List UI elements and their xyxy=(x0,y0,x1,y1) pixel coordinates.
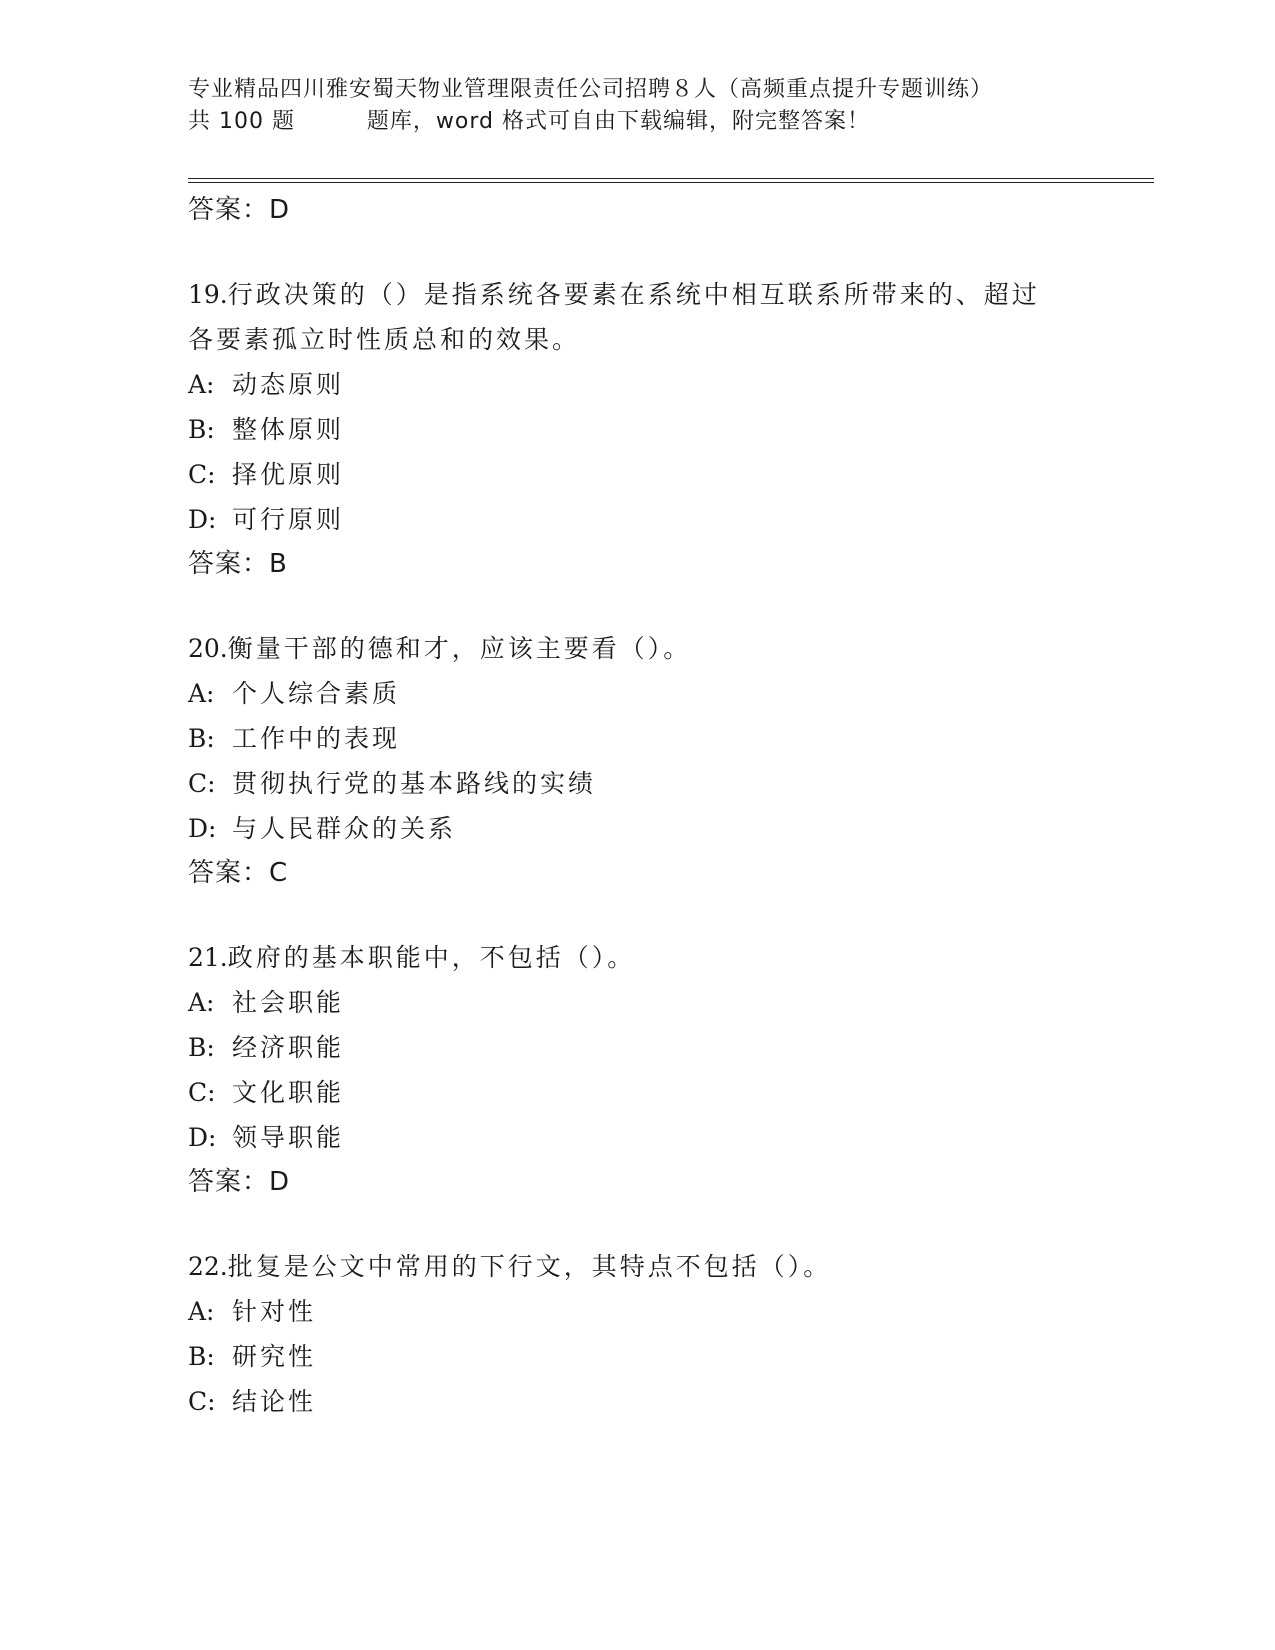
question-stem-text: 各要素孤立时性质总和的效果。 xyxy=(188,325,581,354)
question-block xyxy=(188,935,1088,1205)
answer-option xyxy=(188,806,1088,851)
option-text: 整体原则 xyxy=(232,415,345,444)
answer-option xyxy=(188,1115,1088,1160)
answer-option xyxy=(188,407,1088,452)
header-double-rule xyxy=(188,178,1154,183)
option-key: B: xyxy=(188,1342,215,1371)
answer-option xyxy=(188,1289,1088,1334)
answer-option xyxy=(188,1379,1088,1424)
option-text: 工作中的表现 xyxy=(232,724,401,753)
question-number: 19. xyxy=(188,280,228,309)
header-title-line: 专业精品四川雅安蜀天物业管理限责任公司招聘８人（高频重点提升专题训练） xyxy=(188,77,994,102)
option-text: 针对性 xyxy=(232,1297,317,1326)
option-key: A: xyxy=(188,370,215,399)
option-text: 动态原则 xyxy=(232,370,345,399)
option-key: D: xyxy=(188,505,217,534)
question-stem-text: 政府的基本职能中，不包括（）。 xyxy=(227,943,636,972)
option-key: D: xyxy=(188,814,217,843)
answer-option xyxy=(188,362,1088,407)
question-list xyxy=(188,188,1088,1424)
option-key: B: xyxy=(188,415,215,444)
question-block xyxy=(188,1244,1088,1424)
answer-option xyxy=(188,716,1088,761)
question-stem-text: 行政决策的（）是指系统各要素在系统中相互联系所带来的、超过 xyxy=(227,280,1040,309)
question-stem-text: 批复是公文中常用的下行文，其特点不包括（）。 xyxy=(227,1252,832,1281)
option-key: A: xyxy=(188,988,215,1017)
option-key: C: xyxy=(188,769,216,798)
option-key: C: xyxy=(188,460,216,489)
answer-option xyxy=(188,761,1088,806)
option-key: A: xyxy=(188,1297,215,1326)
option-key: B: xyxy=(188,1033,215,1062)
question-block xyxy=(188,626,1088,896)
answer-option xyxy=(188,1070,1088,1115)
option-text: 文化职能 xyxy=(232,1078,345,1107)
document-header xyxy=(188,74,1148,138)
option-key: C: xyxy=(188,1078,216,1107)
option-key: C: xyxy=(188,1387,216,1416)
header-subtitle-line: 共 100 题 题库，word 格式可自由下载编辑，附完整答案！ xyxy=(188,109,870,134)
answer-line: 答案：C xyxy=(188,858,289,888)
previous-answer: 答案：D xyxy=(188,195,291,225)
answer-line: 答案：B xyxy=(188,549,288,579)
answer-option xyxy=(188,980,1088,1025)
question-stem-line xyxy=(188,1244,1088,1289)
answer-line: 答案：D xyxy=(188,1167,291,1197)
option-key: D: xyxy=(188,1123,217,1152)
question-stem-text: 衡量干部的德和才，应该主要看（）。 xyxy=(227,634,692,663)
question-stem-line xyxy=(188,272,1088,317)
option-text: 可行原则 xyxy=(232,505,345,534)
question-stem-line xyxy=(188,626,1088,671)
question-number: 22. xyxy=(188,1252,228,1281)
option-text: 结论性 xyxy=(232,1387,317,1416)
option-key: B: xyxy=(188,724,215,753)
option-text: 与人民群众的关系 xyxy=(232,814,457,843)
option-text: 择优原则 xyxy=(232,460,345,489)
answer-option xyxy=(188,497,1088,542)
answer-option xyxy=(188,1334,1088,1379)
questions-container xyxy=(188,272,1088,1424)
option-text: 社会职能 xyxy=(232,988,345,1017)
option-text: 经济职能 xyxy=(232,1033,345,1062)
option-key: A: xyxy=(188,679,215,708)
question-stem-line xyxy=(188,935,1088,980)
question-number: 21. xyxy=(188,943,228,972)
option-text: 个人综合素质 xyxy=(232,679,401,708)
answer-option xyxy=(188,452,1088,497)
answer-option xyxy=(188,671,1088,716)
question-block xyxy=(188,272,1088,587)
option-text: 研究性 xyxy=(232,1342,317,1371)
question-number: 20. xyxy=(188,634,228,663)
answer-option xyxy=(188,1025,1088,1070)
option-text: 领导职能 xyxy=(232,1123,345,1152)
option-text: 贯彻执行党的基本路线的实绩 xyxy=(232,769,597,798)
question-stem-line xyxy=(188,317,1088,362)
